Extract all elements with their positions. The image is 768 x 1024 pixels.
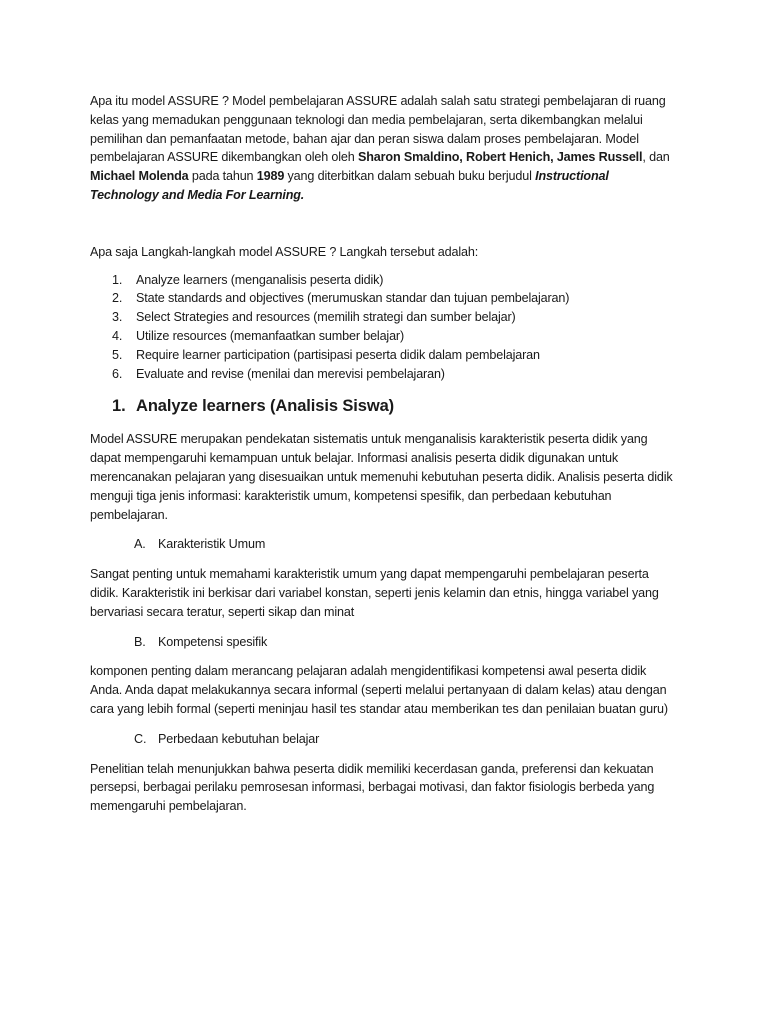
steps-list (90, 271, 680, 384)
section-paragraph: Model ASSURE merupakan pendekatan sistematis untuk menganalisis karakteristik peserta didik yang dapat mempengaruhi kemampuan untuk belajar. Informasi analisis peserta didik digunakan untuk merencanakan pelajaran yang disesuaikan untuk memenuhi kebutuhan peserta didik. Analisis peserta didik menguji tiga jenis informasi: karakteristik umum, kompetensi spesifik, dan perbedaan kebutuhan pembelajaran. (90, 432, 673, 522)
subsection-paragraph-c: Penelitian telah menunjukkan bahwa peserta didik memiliki kecerdasan ganda, preferensi dan kekuatan persepsi, berbagai perilaku pemrosesan informasi, berbagai motivasi, dan faktor fisiologis berbeda yang memengaruhi pembelajaran. (90, 761, 655, 814)
section-heading (90, 395, 680, 417)
list-item-text: Analyze learners (menganalisis peserta didik) (136, 272, 384, 287)
list-item (90, 327, 680, 346)
subsection-paragraph-b: komponen penting dalam merancang pelajaran adalah mengidentifikasi kompetensi awal peserta didik Anda. Anda dapat melakukannya secara informal (seperti melalui pertanyaan di dalam kelas) atau dengan cara yang lebih formal (seperti meninjau hasil tes standar atau memberikan tes dan penilaian buatan guru) (90, 664, 668, 716)
intro-author-4: Michael Molenda (90, 169, 189, 184)
list-item-number: 4. (112, 328, 123, 343)
list-item-text: Select Strategies and resources (memilih strategi dan sumber belajar) (136, 310, 516, 325)
intro-year: 1989 (256, 169, 285, 184)
intro-authors: Sharon Smaldino, Robert Henich, James Russell (358, 150, 643, 165)
section-title: Analyze learners (Analisis Siswa) (136, 397, 395, 416)
subheading-a (90, 535, 680, 554)
list-item (90, 289, 680, 308)
intro-book-title: Instructional Technology and Media For Learning. (90, 169, 609, 202)
steps-intro: Apa saja Langkah-langkah model ASSURE ? Langkah tersebut adalah: (90, 244, 479, 259)
document-page (90, 92, 680, 827)
list-item (90, 346, 680, 365)
subheading-c (90, 730, 680, 749)
subsection-paragraph-a: Sangat penting untuk memahami karakteristik umum yang dapat mempengaruhi pembelajaran peserta didik. Karakteristik ini berkisar dari variabel konstan, seperti jenis kelamin dan etnis, hingga variabel yang bervariasi secara teratur, seperti sikap dan minat (90, 567, 659, 619)
subheading-letter: B. (134, 634, 146, 649)
intro-text-4: yang diterbitkan dalam sebuah buku berjudul (284, 169, 536, 184)
list-item-number: 6. (112, 366, 123, 381)
subheading-title: Kompetensi spesifik (158, 634, 268, 649)
subheading-b (90, 633, 680, 652)
list-item-number: 2. (112, 291, 123, 306)
intro-paragraph (90, 92, 680, 205)
list-item-number: 1. (112, 272, 123, 287)
list-item-number: 3. (112, 310, 123, 325)
section-number: 1. (112, 397, 126, 416)
subheading-letter: A. (134, 537, 146, 552)
subheading-title: Perbedaan kebutuhan belajar (158, 731, 320, 746)
list-item (90, 271, 680, 290)
list-item (90, 365, 680, 384)
list-item-text: Require learner participation (partisipasi peserta didik dalam pembelajaran (136, 347, 540, 362)
list-item-text: Evaluate and revise (menilai dan merevisi pembelajaran) (136, 366, 445, 381)
intro-text-1: Apa itu model ASSURE ? Model pembelajaran ASSURE adalah salah satu strategi pembelajaran di ruang kelas yang memadukan penggunaan teknologi dan media pembelajaran, serta dikembangkan melalui pemilihan dan pemanfaatan metode, bahan ajar dan peran siswa dalam proses pembelajaran. Model pembelajaran ASSURE dikembangkan oleh oleh (90, 94, 666, 165)
intro-text-3: pada tahun (188, 169, 257, 184)
subheading-title: Karakteristik Umum (158, 537, 266, 552)
list-item-text: Utilize resources (memanfaatkan sumber belajar) (136, 328, 405, 343)
list-item (90, 308, 680, 327)
list-item-number: 5. (112, 347, 123, 362)
subheading-letter: C. (134, 731, 147, 746)
list-item-text: State standards and objectives (merumuskan standar dan tujuan pembelajaran) (136, 291, 570, 306)
intro-text-2: , dan (642, 150, 670, 165)
